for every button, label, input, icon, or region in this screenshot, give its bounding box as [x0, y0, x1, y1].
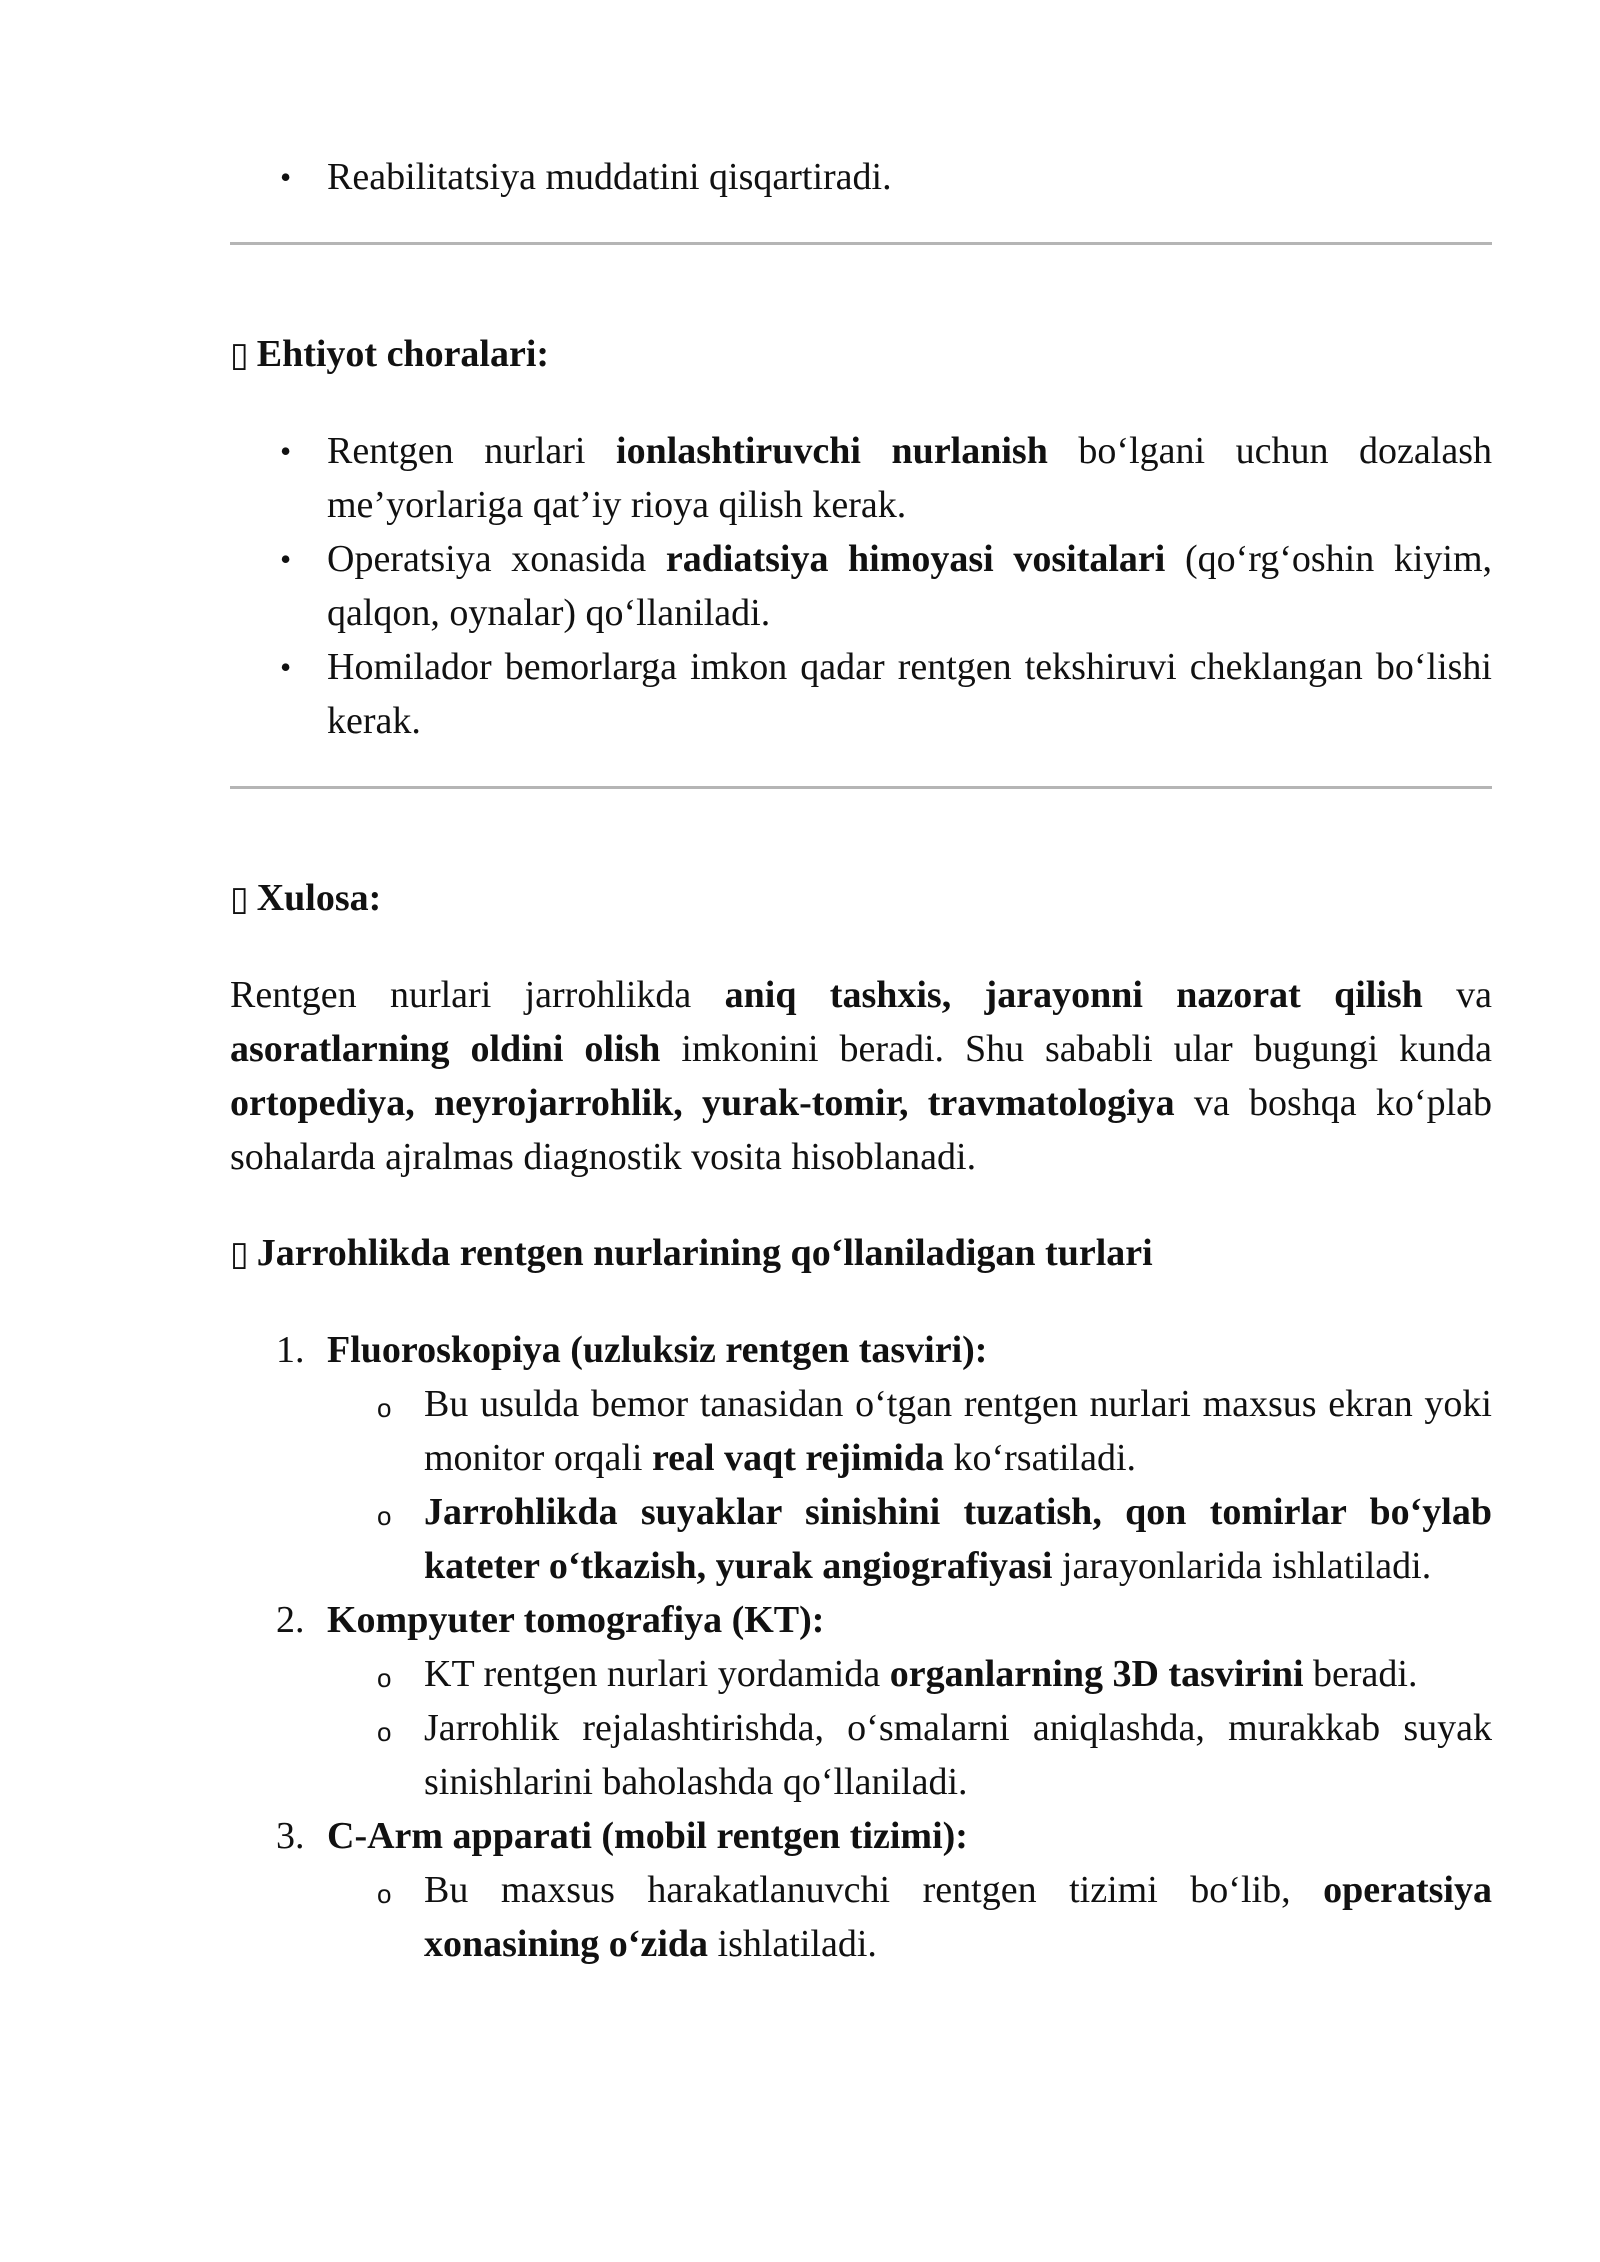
sub-list-item: o Jarrohlik rejalashtirishda, o‘smalarni aniqlashda, murakkab suyak sinishlarini baholashda qo‘llaniladi. — [327, 1701, 1492, 1809]
list-item: 3. C-Arm apparati (mobil rentgen tizimi): o Bu maxsus harakatlanuvchi rentgen tizimi bo‘lib, operatsiya xonasining o‘zida ishlatiladi. — [230, 1809, 1492, 1971]
document-body — [230, 150, 1492, 1971]
missing-glyph-icon: ▯ — [230, 335, 249, 375]
list-item: • Homilador bemorlarga imkon qadar rentgen tekshiruvi cheklangan bo‘lishi kerak. — [230, 640, 1492, 748]
top-bullet-list — [230, 150, 1492, 204]
list-item: 1. Fluoroskopiya (uzluksiz rentgen tasviri): o Bu usulda bemor tanasidan o‘tgan rentgen nurlari maxsus ekran yoki monitor orqali real vaqt rejimida ko‘rsatiladi. o Jarrohlikda suyaklar sinishini tuzatish, qon tomirlar bo‘ylab kateter o‘tkazish, yurak angiografiyasi jarayonlarida ishlatiladi. — [230, 1323, 1492, 1593]
missing-glyph-icon: ▯ — [230, 879, 249, 919]
sub-list-item: o KT rentgen nurlari yordamida organlarning 3D tasvirini beradi. — [327, 1647, 1492, 1701]
divider — [230, 786, 1492, 789]
sub-list-item: o Jarrohlikda suyaklar sinishini tuzatish, qon tomirlar bo‘ylab kateter o‘tkazish, yurak angiografiyasi jarayonlarida ishlatiladi. — [327, 1485, 1492, 1593]
sub-list — [327, 1863, 1492, 1971]
list-item: • Rentgen nurlari ionlashtiruvchi nurlanish bo‘lgani uchun dozalash me’yorlariga qat’iy rioya qilish kerak. — [230, 424, 1492, 532]
section-heading-conclusion: ▯ Xulosa: — [230, 877, 382, 919]
list-item: 2. Kompyuter tomografiya (KT): o KT rentgen nurlari yordamida organlarning 3D tasvirini beradi. o Jarrohlik rejalashtirishda, o‘smalarni aniqlashda, murakkab suyak sinishlarini baholashda qo‘llaniladi. — [230, 1593, 1492, 1809]
missing-glyph-icon: ▯ — [230, 1234, 249, 1274]
sub-list — [327, 1377, 1492, 1593]
section-heading-types: ▯ Jarrohlikda rentgen nurlarining qo‘llaniladigan turlari — [230, 1232, 1153, 1274]
section-heading-precautions: ▯ Ehtiyot choralari: — [230, 333, 550, 375]
types-list — [230, 1323, 1492, 1971]
conclusion-paragraph: Rentgen nurlari jarrohlikda aniq tashxis, jarayonni nazorat qilish va asoratlarning oldini olish imkonini beradi. Shu sababli ular bugungi kunda ortopediya, neyrojarrohlik, yurak-tomir, travmatologiya va boshqa ko‘plab sohalarda ajralmas diagnostik vosita hisoblanadi. — [230, 974, 1493, 1178]
sub-list — [327, 1647, 1492, 1809]
sub-list-item: o Bu maxsus harakatlanuvchi rentgen tizimi bo‘lib, operatsiya xonasining o‘zida ishlatiladi. — [327, 1863, 1492, 1971]
list-item: • Operatsiya xonasida radiatsiya himoyasi vositalari (qo‘rg‘oshin kiyim, qalqon, oynalar) qo‘llaniladi. — [230, 532, 1492, 640]
divider — [230, 242, 1492, 245]
precautions-list — [230, 424, 1492, 748]
sub-list-item: o Bu usulda bemor tanasidan o‘tgan rentgen nurlari maxsus ekran yoki monitor orqali real vaqt rejimida ko‘rsatiladi. — [327, 1377, 1492, 1485]
list-item: • Reabilitatsiya muddatini qisqartiradi. — [230, 150, 1492, 204]
